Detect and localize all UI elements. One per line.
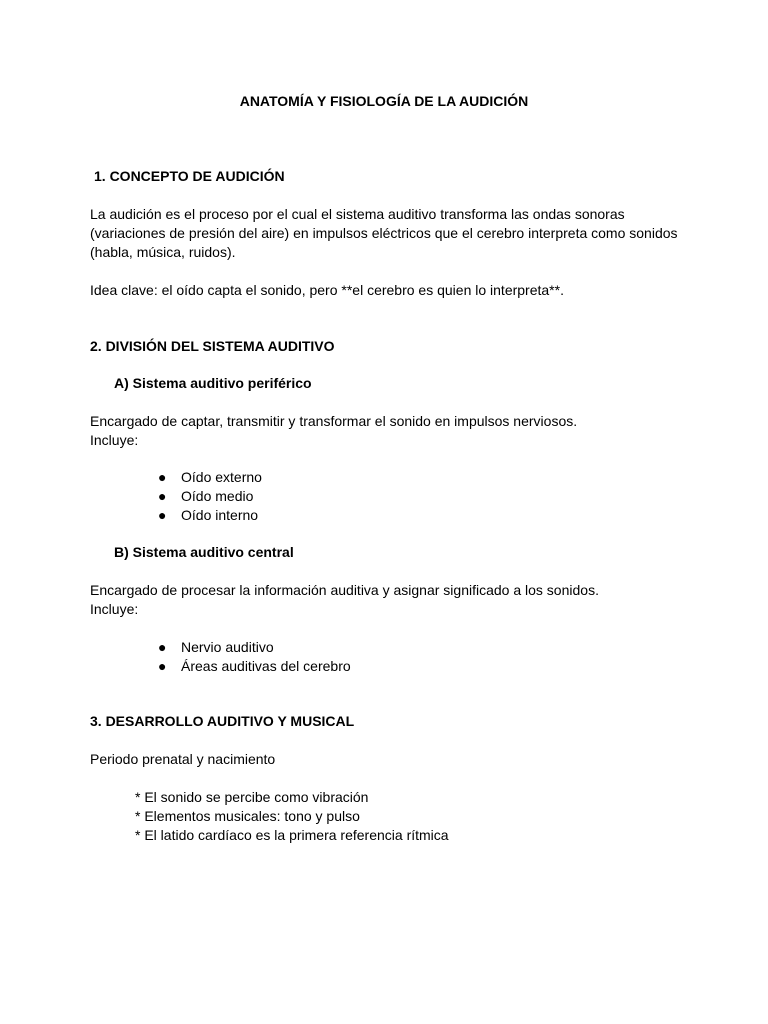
subsection-b-heading: B) Sistema auditivo central bbox=[114, 544, 294, 560]
list-item-text: Áreas auditivas del cerebro bbox=[181, 658, 351, 674]
section-1-heading: 1. CONCEPTO DE AUDICIÓN bbox=[94, 168, 285, 184]
bullet-icon: ● bbox=[158, 639, 167, 655]
section-1-paragraph-line: (habla, música, ruidos). bbox=[90, 244, 236, 260]
section-3-subheading: Periodo prenatal y nacimiento bbox=[90, 751, 276, 767]
subsection-b-includes-label: Incluye: bbox=[90, 601, 139, 617]
section-3-list-item: * El sonido se percibe como vibración bbox=[135, 789, 369, 805]
bullet-icon: ● bbox=[158, 488, 167, 504]
bullet-icon: ● bbox=[158, 469, 167, 485]
list-item-text: Nervio auditivo bbox=[181, 639, 274, 655]
list-item-text: Oído externo bbox=[181, 469, 262, 485]
section-1-paragraph-line: La audición es el proceso por el cual el sistema auditivo transforma las ondas sonoras bbox=[90, 206, 625, 222]
subsection-a-description: Encargado de captar, transmitir y transformar el sonido en impulsos nerviosos. bbox=[90, 413, 578, 429]
section-3-list-item: * Elementos musicales: tono y pulso bbox=[135, 808, 360, 824]
list-item-text: Oído interno bbox=[181, 507, 259, 523]
key-idea-text: Idea clave: el oído capta el sonido, pero **el cerebro es quien lo interpreta**. bbox=[90, 282, 564, 298]
section-3-list-item: * El latido cardíaco es la primera referencia rítmica bbox=[135, 827, 449, 843]
subsection-b-description: Encargado de procesar la información auditiva y asignar significado a los sonidos. bbox=[90, 582, 599, 598]
document-title: ANATOMÍA Y FISIOLOGÍA DE LA AUDICIÓN bbox=[239, 93, 529, 109]
bullet-icon: ● bbox=[158, 507, 167, 523]
subsection-a-heading: A) Sistema auditivo periférico bbox=[114, 375, 312, 391]
section-3-heading: 3. DESARROLLO AUDITIVO Y MUSICAL bbox=[90, 713, 355, 729]
list-item-text: Oído medio bbox=[181, 488, 254, 504]
subsection-a-includes-label: Incluye: bbox=[90, 432, 139, 448]
section-2-heading: 2. DIVISIÓN DEL SISTEMA AUDITIVO bbox=[90, 338, 335, 354]
bullet-icon: ● bbox=[158, 658, 167, 674]
section-1-paragraph-line: (variaciones de presión del aire) en impulsos eléctricos que el cerebro interpreta como sonidos bbox=[90, 225, 678, 241]
